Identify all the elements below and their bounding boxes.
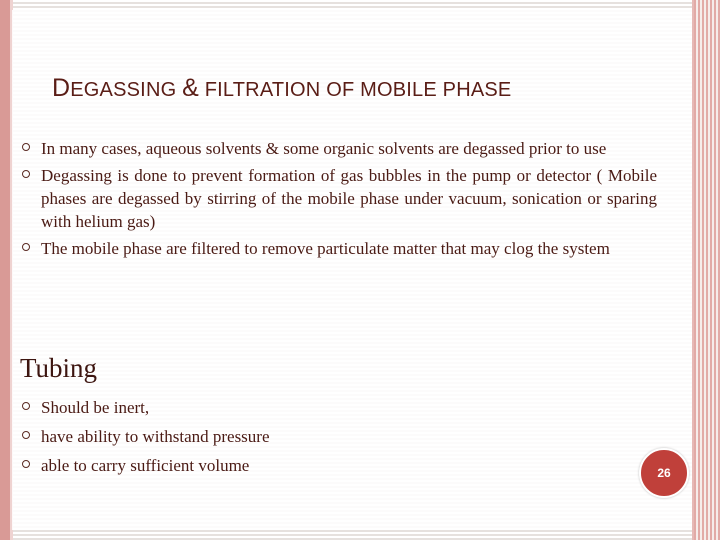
section-heading-tubing: Tubing: [20, 353, 98, 383]
slide-title: [52, 74, 672, 103]
circle-bullet-icon: [22, 143, 30, 151]
bullet-text: Degassing is done to prevent formation of gas bubbles in the pump or detector ( Mobile phases are degassed by stirring of the mobile phase under vacuum, sonication or sparing with helium gas): [41, 166, 657, 231]
bullet-text: able to carry sufficient volume: [41, 456, 250, 475]
circle-bullet-icon: [22, 460, 30, 468]
title-ampersand: &: [182, 74, 199, 102]
title-rest: FILTRATION OF MOBILE PHASE: [198, 79, 512, 101]
degassing-bullet-list: [20, 137, 680, 264]
page-number-badge: 26: [639, 448, 689, 498]
circle-bullet-icon: [22, 170, 30, 178]
list-item: [20, 137, 680, 160]
list-item: [20, 164, 680, 233]
right-frame-stripes: [694, 0, 720, 540]
bullet-text: Should be inert,: [41, 398, 150, 417]
bullet-text: have ability to withstand pressure: [41, 427, 270, 446]
title-initial: D: [52, 74, 71, 102]
list-item: [20, 454, 680, 477]
bullet-text: The mobile phase are filtered to remove particulate matter that may clog the system: [41, 239, 610, 258]
list-item: [20, 396, 680, 419]
title-word-degassing: EGASSING: [70, 79, 183, 101]
tubing-bullet-list: [20, 396, 680, 483]
left-frame-border: [0, 0, 10, 540]
circle-bullet-icon: [22, 431, 30, 439]
list-item: [20, 237, 680, 260]
circle-bullet-icon: [22, 402, 30, 410]
list-item: [20, 425, 680, 448]
circle-bullet-icon: [22, 243, 30, 251]
bullet-text: In many cases, aqueous solvents & some organic solvents are degassed prior to use: [41, 139, 607, 158]
